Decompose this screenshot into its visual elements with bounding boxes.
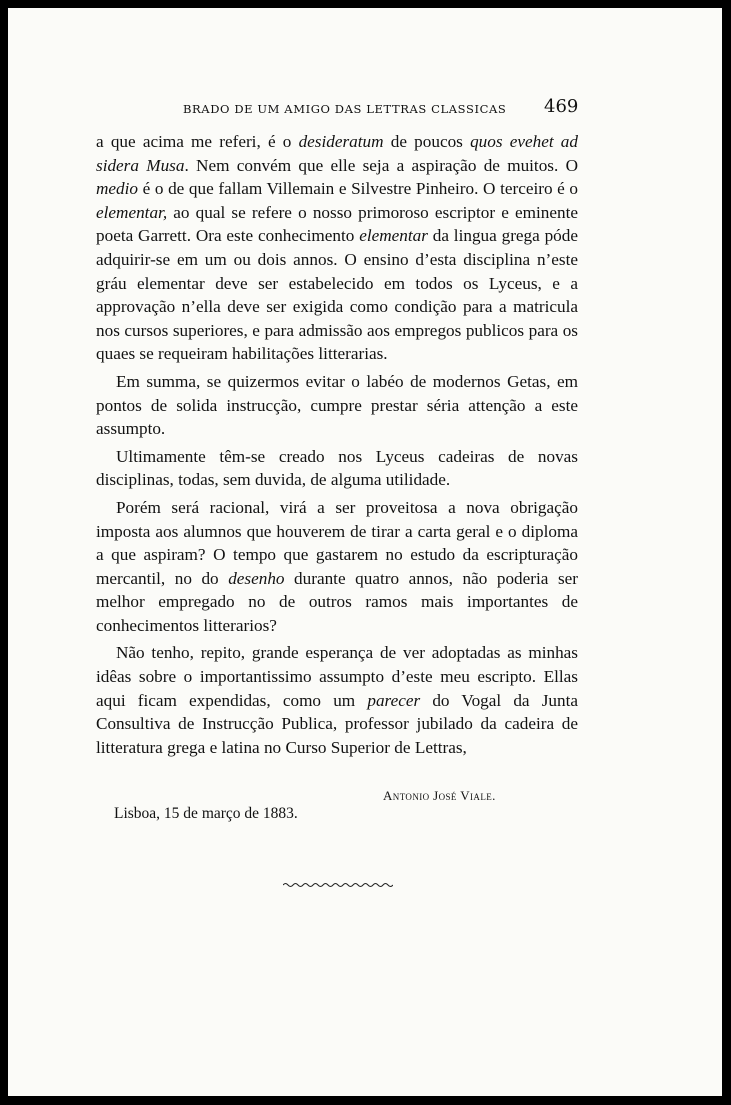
text-run: a que acima me referi, é o [96, 132, 299, 151]
dateline: Lisboa, 15 de março de 1883. [114, 805, 298, 822]
author-signature: Antonio José Viale. [383, 788, 496, 803]
text-run: da lingua grega póde adquirir-se em um ou dois annos. O ensino d’esta disciplina n’este gráu elementar deve ser estabelecido em todos os Lyceus, e a approvação n’ella deve ser exigida como condição para a matricula nos cursos superiores, e para admissão aos empregos publicos para os quaes se requeiram habilitações litterarias. [96, 226, 578, 364]
italic-text-run: medio [96, 179, 139, 199]
page-header [8, 96, 722, 120]
italic-text-run: parecer [367, 690, 421, 710]
text-run: de poucos [383, 132, 471, 151]
running-head: BRADO DE UM AMIGO DAS LETTRAS CLASSICAS [183, 102, 507, 116]
italic-text-run: elementar, [96, 202, 168, 222]
text-run: Em summa, se quizermos evitar o labéo de modernos Getas, em pontos de solida instrucção, cumpre prestar séria attenção a este assumpto. [96, 371, 578, 439]
italic-text-run: desideratum [298, 132, 384, 151]
text-run: Porém será racional, virá a ser proveitosa a nova obrigação imposta aos alumnos que houverem de tirar a carta geral e o diploma a que aspiram? O tempo que gastarem no estudo da escripturação mercantil, no do [96, 497, 578, 588]
text-run: durante quatro annos, não poderia ser melhor empregado no de outros ramos mais importantes de conhecimentos litterarios? [96, 568, 578, 635]
paragraph-5 [96, 641, 578, 759]
page-number: 469 [544, 96, 579, 117]
text-run: Ultimamente têm-se creado nos Lyceus cadeiras de novas disciplinas, todas, sem duvida, de alguma utilidade. [96, 446, 578, 490]
paragraph-1 [96, 130, 578, 366]
paragraph-3 [96, 445, 578, 492]
italic-text-run: desenho [228, 568, 285, 588]
book-page [8, 8, 722, 1096]
italic-text-run: quos evehet ad sidera Musa [96, 132, 578, 175]
text-run: Não tenho, repito, grande esperança de ver adoptadas as minhas idêas sobre o importantissimo assumpto d’este meu escripto. Ellas aqui ficam expendidas, como um [96, 643, 578, 710]
italic-text-run: elementar [359, 226, 428, 246]
text-run: é o de que fallam Villemain e Silvestre Pinheiro. O terceiro é o [138, 179, 578, 199]
text-run: . Nem convém que elle seja a aspiração de muitos. O [184, 155, 578, 175]
text-run: ao qual se refere o nosso primoroso escriptor e eminente poeta Garrett. Ora este conhecimento [96, 202, 578, 246]
text-run: do Vogal da Junta Consultiva de Instrucção Publica, professor jubilado da cadeira de litteratura grega e latina no Curso Superior de Lettras, [96, 690, 579, 757]
body-text [96, 130, 578, 759]
paragraph-2 [96, 370, 578, 441]
paragraph-4 [96, 496, 578, 638]
wavy-rule-ornament [283, 881, 393, 889]
